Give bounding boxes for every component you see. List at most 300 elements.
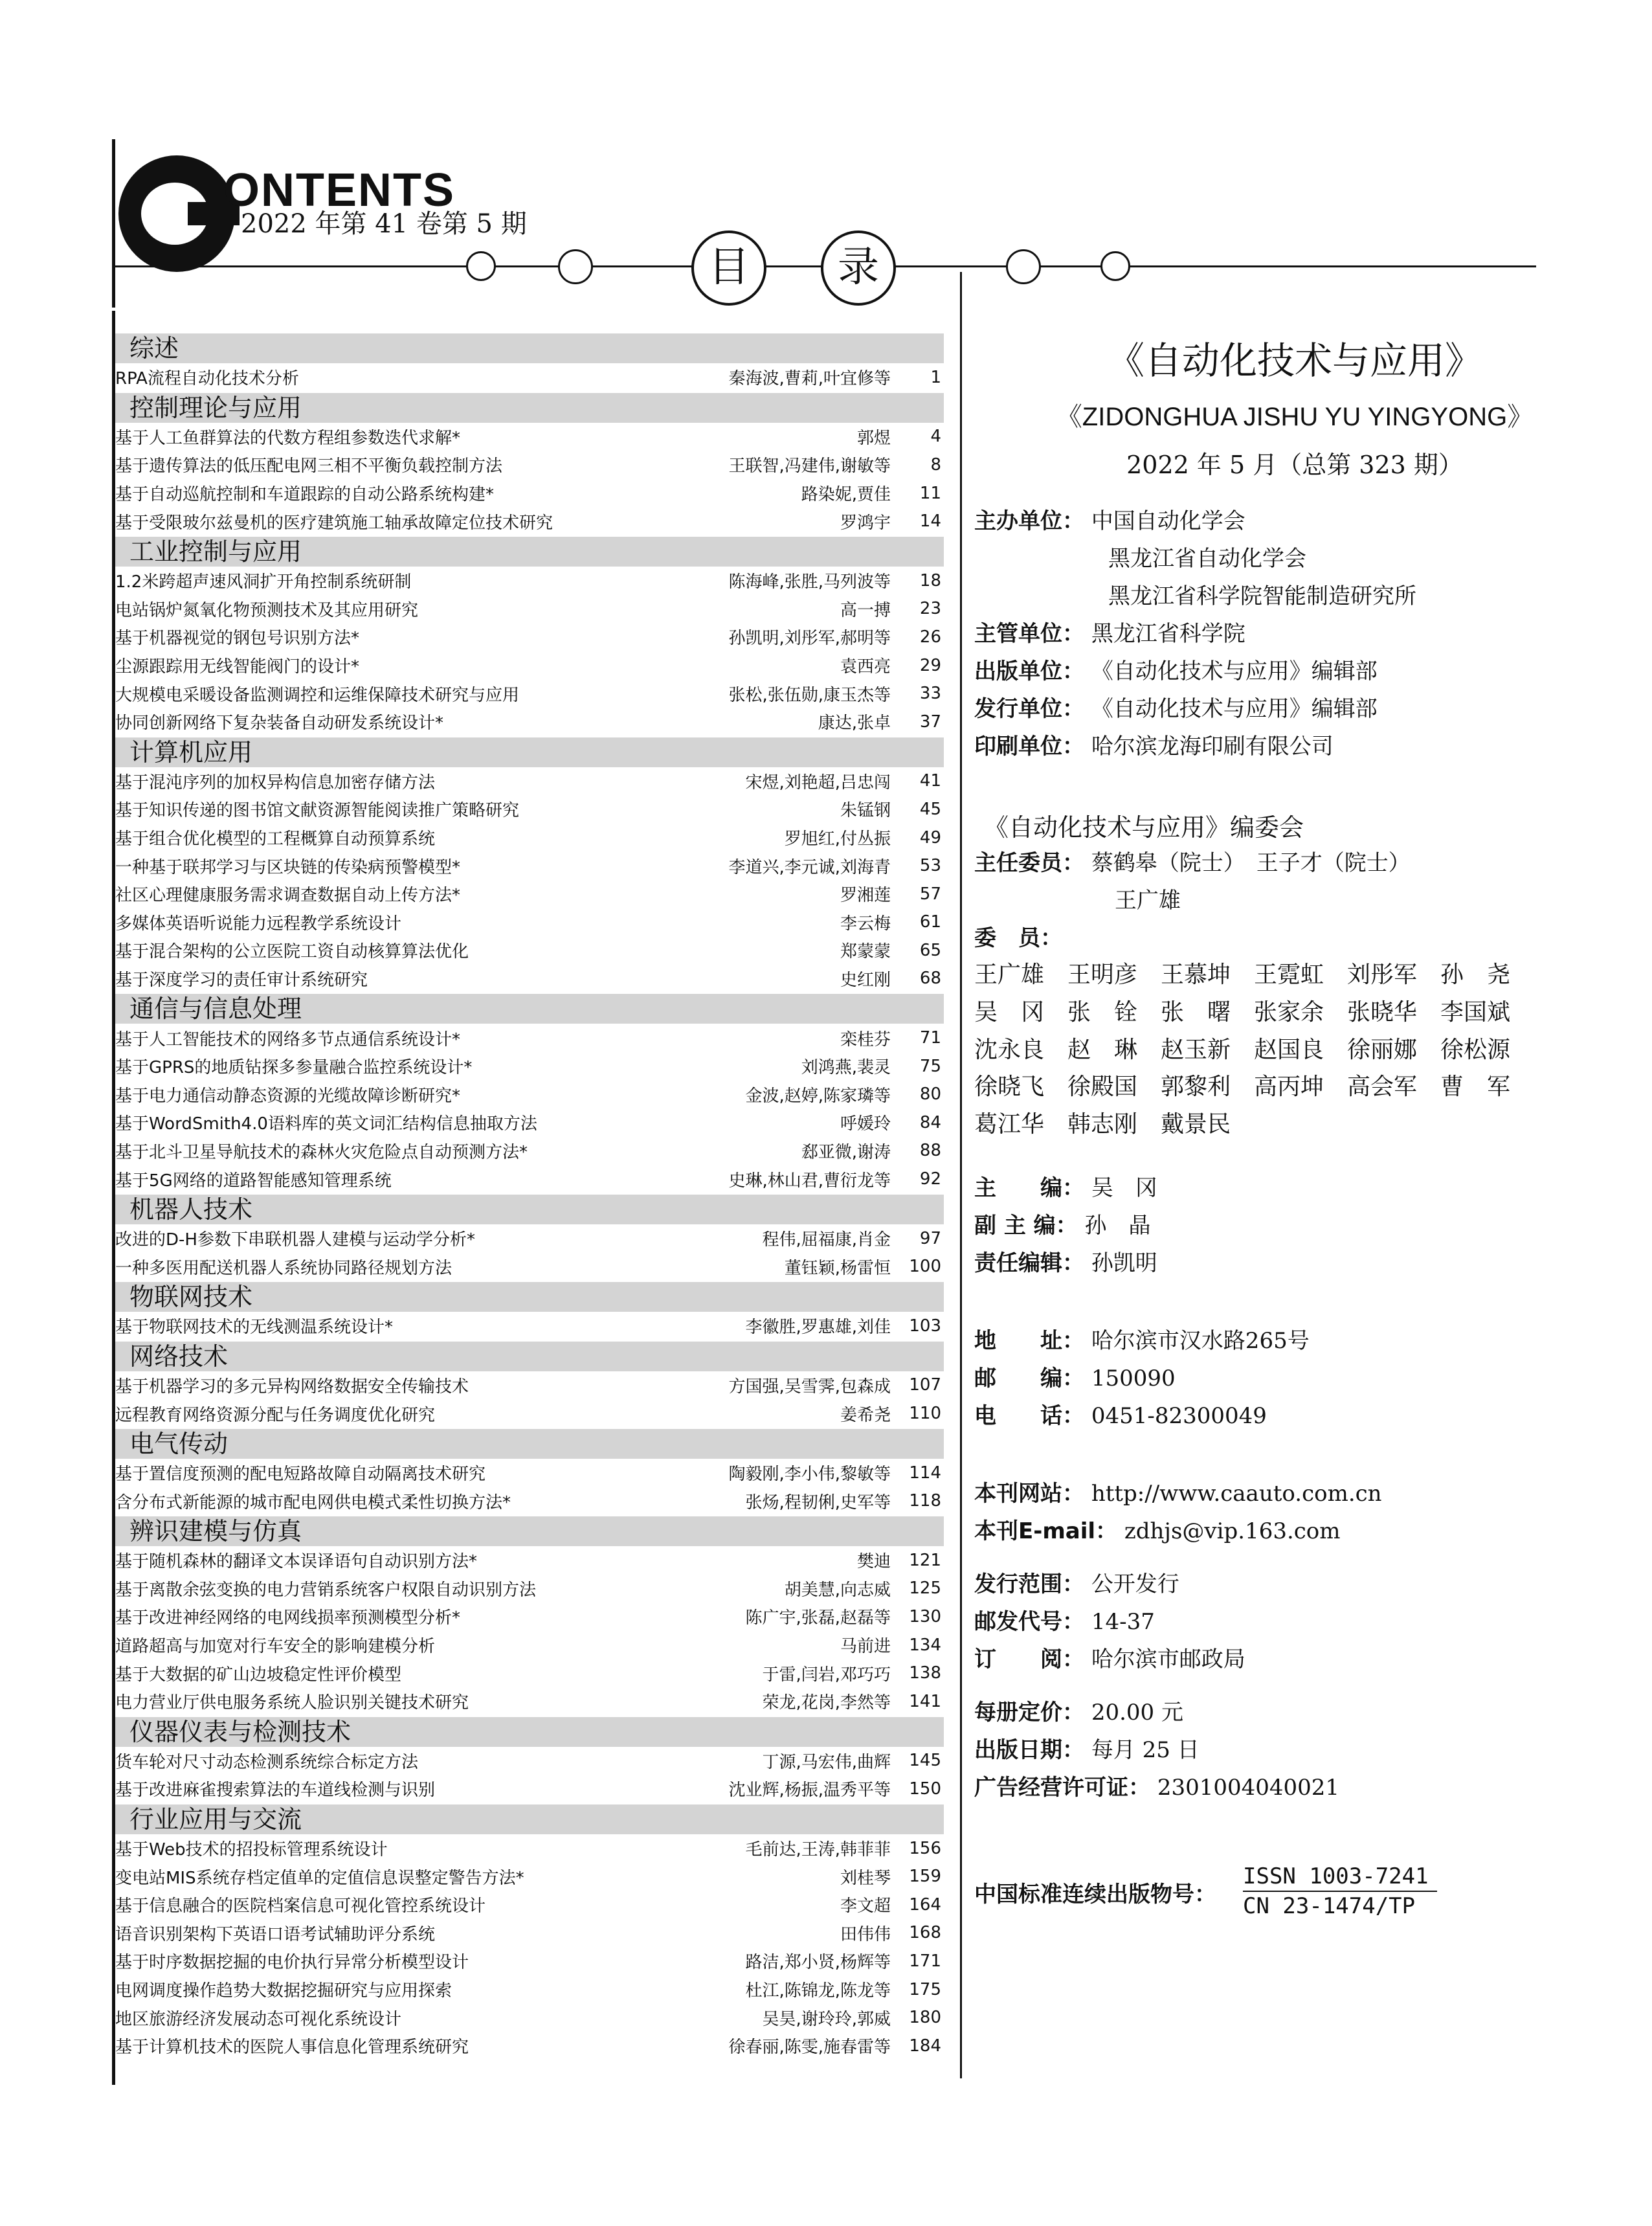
distributor-row (974, 691, 1378, 723)
toc-article-row[interactable] (115, 851, 944, 880)
article-title: 基于时序数据挖掘的电价执行异常分析模型设计 (115, 1953, 469, 1973)
column-divider (960, 272, 962, 2078)
toc-article-row[interactable] (115, 1371, 944, 1400)
toc-article-row[interactable] (115, 1834, 944, 1863)
article-title: 基于随机森林的翻译文本误译语句自动识别方法* (115, 1552, 478, 1572)
toc-article-row[interactable] (115, 795, 944, 824)
toc-section-heading: 计算机应用 (115, 737, 944, 767)
article-title: 尘源跟踪用无线智能阀门的设计* (115, 657, 360, 677)
email-label: 本刊E-mail： (974, 1518, 1118, 1544)
toc-article-row[interactable] (115, 1052, 944, 1081)
sponsor-label: 主办单位： (974, 508, 1084, 534)
members-row-5: 葛江华 韩志刚 戴景民 (974, 1111, 1231, 1138)
toc-article-row[interactable] (115, 936, 944, 965)
article-authors: 袁西亮 (840, 657, 891, 677)
toc-article-row[interactable] (115, 679, 944, 708)
tel-label: 电 话： (974, 1403, 1084, 1429)
article-title: 基于信息融合的医院档案信息可视化管控系统设计 (115, 1896, 486, 1917)
toc-article-row[interactable] (115, 708, 944, 736)
ad-license-label: 广告经营许可证： (974, 1775, 1150, 1801)
publisher-row (974, 653, 1378, 685)
article-page: 71 (919, 1028, 941, 1048)
article-authors: 姜希尧 (840, 1405, 891, 1425)
ad-license-row (974, 1770, 1339, 1801)
article-page: 49 (919, 827, 941, 848)
postcode-value: 14-37 (1091, 1609, 1155, 1635)
toc-section-heading: 综述 (115, 333, 944, 363)
toc-article-row[interactable] (115, 1399, 944, 1428)
article-page: 138 (909, 1663, 941, 1683)
article-title: 基于改进神经网络的电网线损率预测模型分析* (115, 1608, 461, 1628)
article-page: 75 (919, 1056, 941, 1076)
article-page: 121 (909, 1550, 941, 1570)
article-page: 184 (909, 2036, 941, 2056)
toc-article-row[interactable] (115, 1919, 944, 1948)
toc-section-heading: 仪器仪表与检测技术 (115, 1717, 944, 1747)
article-page: 100 (909, 1257, 941, 1277)
toc-article-row[interactable] (115, 1312, 944, 1340)
chair-row (974, 845, 1411, 877)
article-title: 基于离散余弦变换的电力营销系统客户权限自动识别方法 (115, 1580, 537, 1600)
resp-editor-value: 孙凯明 (1091, 1250, 1157, 1276)
toc-article-row[interactable] (115, 1024, 944, 1052)
article-title: 基于组合优化模型的工程概算自动预算系统 (115, 829, 436, 849)
article-title: 基于WordSmith4.0语料库的英文词汇结构信息抽取方法 (115, 1114, 537, 1134)
website-label: 本刊网站： (974, 1481, 1084, 1507)
table-of-contents (115, 332, 944, 2060)
sponsor-3-row (1108, 578, 1416, 610)
article-title: 基于GPRS的地质钻探多参量融合监控系统设计* (115, 1058, 473, 1078)
website-link[interactable]: http://www.caauto.com.cn (1091, 1481, 1382, 1507)
toc-section-heading: 辨识建模与仿真 (115, 1516, 944, 1546)
address-value: 哈尔滨市汉水路265号 (1091, 1328, 1310, 1354)
subscribe-row (974, 1641, 1245, 1673)
article-title: 语音识别架构下英语口语考试辅助评分系统 (115, 1924, 436, 1944)
toc-article-row[interactable] (115, 1137, 944, 1165)
zip-row (974, 1360, 1176, 1392)
article-authors: 秦海波,曹莉,叶宜修等 (728, 369, 891, 389)
article-page: 4 (930, 427, 941, 447)
distributor-value: 《自动化技术与应用》编辑部 (1091, 696, 1378, 722)
article-page: 61 (919, 912, 941, 932)
article-title: 多媒体英语听说能力远程教学系统设计 (115, 914, 402, 934)
article-authors: 罗湘莲 (840, 886, 891, 906)
article-authors: 丁源,马宏伟,曲辉 (762, 1752, 891, 1772)
toc-article-row[interactable] (115, 1687, 944, 1716)
editor-value: 吴 冈 (1091, 1175, 1157, 1201)
toc-article-row[interactable] (115, 363, 944, 392)
article-authors: 杜江,陈锦龙,陈龙等 (745, 1981, 891, 2001)
deputy-row (974, 1208, 1151, 1239)
toc-article-row[interactable] (115, 1891, 944, 1919)
toc-article-row[interactable] (115, 507, 944, 535)
toc-article-row[interactable] (115, 1459, 944, 1487)
tel-row (974, 1398, 1267, 1430)
toc-section-heading: 行业应用与交流 (115, 1804, 944, 1834)
chair-line-1: 蔡鹤皋（院士） 王子才（院士） (1091, 850, 1411, 876)
toc-article-row[interactable] (115, 595, 944, 624)
toc-article-row[interactable] (115, 1602, 944, 1631)
article-page: 29 (919, 655, 941, 675)
article-page: 57 (919, 884, 941, 904)
sponsor-1: 中国自动化学会 (1091, 508, 1245, 534)
members-label: 委 员： (974, 925, 1062, 951)
article-authors: 史红刚 (840, 970, 891, 990)
toc-article-row[interactable] (115, 623, 944, 651)
article-title: 基于5G网络的道路智能感知管理系统 (115, 1171, 392, 1191)
article-authors: 方国强,吴雪霁,包森成 (728, 1377, 891, 1397)
article-authors: 宋煜,刘艳超,吕忠闯 (745, 772, 891, 793)
resp-editor-row (974, 1245, 1157, 1277)
article-page: 88 (919, 1141, 941, 1161)
toc-article-row[interactable] (115, 423, 944, 451)
article-page: 164 (909, 1894, 941, 1915)
toc-article-row[interactable] (115, 567, 944, 595)
members-row-2: 吴 冈 张 铨 张 曙 张家余 张晓华 李国斌 (974, 999, 1511, 1026)
issn-cn-block (1243, 1863, 1437, 1919)
toc-article-row[interactable] (115, 1659, 944, 1687)
article-authors: 栾桂芬 (840, 1029, 891, 1050)
article-page: 130 (909, 1606, 941, 1626)
publisher-value: 《自动化技术与应用》编辑部 (1091, 658, 1378, 684)
article-authors: 董钰颖,杨雷恒 (784, 1258, 891, 1278)
article-authors: 樊迪 (856, 1552, 891, 1572)
article-title: 变电站MIS系统存档定值单的定值信息误整定警告方法* (115, 1868, 524, 1888)
article-authors: 田伟伟 (840, 1924, 891, 1944)
zip-value: 150090 (1091, 1366, 1176, 1391)
article-page: 118 (909, 1491, 941, 1511)
article-authors: 李徽胜,罗惠雄,刘佳 (745, 1318, 891, 1338)
article-title: 社区心理健康服务需求调查数据自动上传方法* (115, 886, 461, 906)
article-authors: 刘鸿燕,裴灵 (801, 1058, 891, 1078)
article-authors: 高一搏 (840, 600, 891, 620)
issue-line: 2022 年第 41 卷第 5 期 (241, 209, 527, 239)
toc-article-row[interactable] (115, 1165, 944, 1193)
article-title: 改进的D-H参数下串联机器人建模与运动学分析* (115, 1230, 475, 1250)
toc-section-heading: 控制理论与应用 (115, 393, 944, 423)
toc-article-row[interactable] (115, 1575, 944, 1603)
article-authors: 陈广宇,张磊,赵磊等 (745, 1608, 891, 1628)
printer-row (974, 728, 1334, 760)
serial-label: 中国标准连续出版物号： (974, 1882, 1216, 1907)
toc-section-heading: 机器人技术 (115, 1195, 944, 1224)
board-title: 《自动化技术与应用》编委会 (984, 813, 1304, 842)
article-authors: 郄亚微,谢涛 (801, 1142, 891, 1162)
pubdate-label: 出版日期： (974, 1737, 1084, 1763)
article-title: 基于置信度预测的配电短路故障自动隔离技术研究 (115, 1465, 486, 1485)
article-authors: 马前进 (840, 1637, 891, 1657)
sponsor-3: 黑龙江省科学院智能制造研究所 (1108, 583, 1416, 609)
article-authors: 王联智,冯建伟,谢敏等 (728, 456, 891, 477)
printer-value: 哈尔滨龙海印刷有限公司 (1091, 734, 1334, 759)
deputy-value: 孙 晶 (1084, 1213, 1151, 1239)
article-title: 基于混沌序列的加权异构信息加密存储方法 (115, 772, 436, 793)
article-title: 协同创新网络下复杂装备自动研发系统设计* (115, 714, 444, 734)
distributor-label: 发行单位： (974, 696, 1084, 722)
article-authors: 李云梅 (840, 914, 891, 934)
article-page: 45 (919, 799, 941, 819)
article-page: 180 (909, 2008, 941, 2028)
resp-editor-label: 责任编辑： (974, 1250, 1084, 1276)
article-authors: 金波,赵婷,陈家璘等 (745, 1086, 891, 1106)
toc-article-row[interactable] (115, 2032, 944, 2060)
article-authors: 陶毅刚,李小伟,黎敏等 (728, 1465, 891, 1485)
article-title: 大规模电采暖设备监测调控和运维保障技术研究与应用 (115, 685, 520, 705)
toc-article-row[interactable] (115, 1631, 944, 1659)
article-authors: 吴昊,谢玲玲,郭威 (762, 2009, 891, 2029)
article-authors: 罗旭红,付丛振 (784, 829, 891, 849)
toc-article-row[interactable] (115, 451, 944, 479)
address-label: 地 址： (974, 1328, 1084, 1354)
issn-divider (1243, 1891, 1437, 1892)
article-authors: 沈业辉,杨振,温秀平等 (728, 1781, 891, 1801)
article-title: 电站锅炉氮氧化物预测技术及其应用研究 (115, 600, 419, 620)
toc-article-row[interactable] (115, 880, 944, 908)
article-authors: 史琳,林山君,曹衍龙等 (728, 1171, 891, 1191)
toc-article-row[interactable] (115, 1862, 944, 1891)
postcode-row (974, 1604, 1155, 1636)
article-page: 168 (909, 1923, 941, 1943)
toc-section-heading: 工业控制与应用 (115, 537, 944, 567)
email-link[interactable]: zdhjs@vip.163.com (1124, 1518, 1341, 1544)
article-title: 基于知识传递的图书馆文献资源智能阅读推广策略研究 (115, 801, 520, 821)
article-authors: 李文超 (840, 1896, 891, 1917)
toc-section-heading: 通信与信息处理 (115, 994, 944, 1024)
article-title: 货车轮对尺寸动态检测系统综合标定方法 (115, 1752, 419, 1772)
article-authors: 李道兴,李元诚,刘海青 (728, 857, 891, 877)
header-vertical-rule (112, 139, 115, 308)
toc-article-row[interactable] (115, 1080, 944, 1108)
article-page: 11 (919, 483, 941, 503)
article-title: 基于电力通信动静态资源的光缆故障诊断研究* (115, 1086, 461, 1106)
header (0, 0, 1652, 311)
article-title: 远程教育网络资源分配与任务调度优化研究 (115, 1405, 436, 1425)
toc-article-row[interactable] (115, 1487, 944, 1515)
journal-pinyin: 《ZIDONGHUA JISHU YU YINGYONG》 (1056, 403, 1534, 431)
article-title: 地区旅游经济发展动态可视化系统设计 (115, 2009, 402, 2029)
supervisor-row (974, 616, 1245, 647)
postcode-label: 邮发代号： (974, 1609, 1084, 1635)
pubdate-value: 每月 25 日 (1091, 1737, 1200, 1763)
article-title: 一种多医用配送机器人系统协同路径规划方法 (115, 1258, 452, 1278)
toc-article-row[interactable] (115, 1108, 944, 1137)
article-page: 92 (919, 1169, 941, 1189)
toc-section-heading: 物联网技术 (115, 1282, 944, 1312)
toc-section-heading: 电气传动 (115, 1429, 944, 1459)
journal-issue: 2022 年 5 月（总第 323 期） (1126, 451, 1463, 479)
toc-article-row[interactable] (115, 1747, 944, 1775)
toc-section-heading: 网络技术 (115, 1342, 944, 1371)
article-page: 33 (919, 684, 941, 704)
article-title: 基于遗传算法的低压配电网三相不平衡负载控制方法 (115, 456, 503, 477)
article-page: 80 (919, 1085, 941, 1105)
scope-row (974, 1566, 1179, 1598)
serial-row (974, 1876, 1216, 1908)
members-row-3: 沈永良 赵 琳 赵玉新 赵国良 徐丽娜 徐松源 (974, 1037, 1511, 1063)
article-title: RPA流程自动化技术分析 (115, 369, 299, 389)
article-page: 107 (909, 1375, 941, 1395)
article-title: 一种基于联邦学习与区块链的传染病预警模型* (115, 857, 461, 877)
article-page: 68 (919, 969, 941, 989)
article-authors: 郑蒙蒙 (840, 942, 891, 962)
article-authors: 陈海峰,张胜,马列波等 (728, 572, 891, 592)
article-title: 基于自动巡航控制和车道跟踪的自动公路系统构建* (115, 485, 495, 505)
editor-row (974, 1170, 1157, 1202)
price-value: 20.00 元 (1091, 1700, 1183, 1726)
members-row-4: 徐晓飞 徐殿国 郭黎利 高丙坤 高会军 曹 军 (974, 1074, 1511, 1100)
toc-article-row[interactable] (115, 767, 944, 796)
article-authors: 郭煜 (856, 428, 891, 448)
email-row (974, 1513, 1341, 1545)
deputy-label: 副 主 编： (974, 1213, 1078, 1239)
journal-title: 《自动化技术与应用》 (1106, 339, 1482, 383)
address-row (974, 1323, 1310, 1355)
article-title: 基于改进麻雀搜索算法的车道线检测与识别 (115, 1781, 436, 1801)
toc-article-row[interactable] (115, 908, 944, 937)
article-title: 基于北斗卫星导航技术的森林火灾危险点自动预测方法* (115, 1142, 528, 1162)
article-page: 171 (909, 1951, 941, 1971)
toc-article-row[interactable] (115, 824, 944, 852)
toc-article-row[interactable] (115, 651, 944, 680)
article-page: 141 (909, 1691, 941, 1711)
article-authors: 孙凯明,刘彤军,郝明等 (728, 629, 891, 649)
article-authors: 荣龙,花岗,李然等 (762, 1693, 891, 1713)
scope-value: 公开发行 (1091, 1571, 1179, 1597)
article-page: 145 (909, 1751, 941, 1771)
article-authors: 毛前达,王涛,韩菲菲 (745, 1840, 891, 1860)
article-authors: 路洁,郑小贤,杨辉等 (745, 1953, 891, 1973)
article-authors: 呼媛玲 (840, 1114, 891, 1134)
article-page: 37 (919, 712, 941, 732)
price-row (974, 1694, 1183, 1726)
toc-article-row[interactable] (115, 1947, 944, 1975)
toc-article-row[interactable] (115, 1252, 944, 1281)
article-title: 基于人工鱼群算法的代数方程组参数迭代求解* (115, 428, 461, 448)
decor-ring-1 (466, 251, 496, 281)
article-authors: 程伟,屈福康,肖金 (762, 1230, 891, 1250)
toc-article-row[interactable] (115, 1224, 944, 1253)
supervisor-label: 主管单位： (974, 621, 1084, 647)
scope-label: 发行范围： (974, 1571, 1084, 1597)
sponsor-block (974, 503, 1245, 535)
article-title: 基于机器学习的多元异构网络数据安全传输技术 (115, 1377, 469, 1397)
article-title: 含分布式新能源的城市配电网供电模式柔性切换方法* (115, 1492, 511, 1512)
mu-circle: 目 (691, 230, 766, 306)
article-title: 基于受限玻尔兹曼机的医疗建筑施工轴承故障定位技术研究 (115, 513, 553, 533)
chair-label: 主任委员： (974, 850, 1084, 876)
article-page: 156 (909, 1838, 941, 1858)
article-title: 道路超高与加宽对行车安全的影响建模分析 (115, 1637, 436, 1657)
article-title: 基于物联网技术的无线测温系统设计* (115, 1318, 394, 1338)
article-authors: 朱锰钢 (840, 801, 891, 821)
contents-title: ONTENTS (223, 164, 456, 216)
zip-label: 邮 编： (974, 1366, 1084, 1391)
article-page: 97 (919, 1228, 941, 1248)
toc-article-row[interactable] (115, 1546, 944, 1575)
article-authors: 徐春丽,陈雯,施春雷等 (728, 2038, 891, 2058)
masthead (971, 324, 1618, 480)
article-page: 84 (919, 1112, 941, 1132)
article-title: 基于机器视觉的钢包号识别方法* (115, 629, 360, 649)
article-authors: 于雷,闫岩,邓巧巧 (762, 1665, 891, 1685)
article-page: 125 (909, 1579, 941, 1599)
article-page: 8 (930, 455, 941, 475)
article-page: 159 (909, 1867, 941, 1887)
article-authors: 康达,张卓 (818, 714, 891, 734)
article-page: 14 (919, 512, 941, 532)
article-page: 150 (909, 1779, 941, 1799)
supervisor-value: 黑龙江省科学院 (1091, 621, 1245, 647)
article-title: 基于混合架构的公立医院工资自动核算算法优化 (115, 942, 469, 962)
article-page: 53 (919, 856, 941, 876)
article-page: 1 (930, 367, 941, 387)
article-title: 电网调度操作趋势大数据挖掘研究与应用探索 (115, 1981, 452, 2001)
article-page: 65 (919, 940, 941, 960)
article-title: 电力营业厅供电服务系统人脸识别关键技术研究 (115, 1693, 469, 1713)
article-title: 基于深度学习的责任审计系统研究 (115, 970, 368, 990)
issn-value: ISSN 1003-7241 (1243, 1863, 1429, 1889)
publisher-label: 出版单位： (974, 658, 1084, 684)
toc-article-row[interactable] (115, 965, 944, 993)
article-authors: 张松,张伍勋,康玉杰等 (728, 685, 891, 705)
toc-article-row[interactable] (115, 2003, 944, 2032)
subscribe-label: 订 阅： (974, 1647, 1084, 1672)
article-title: 1.2米跨超声速风洞扩开角控制系统研制 (115, 572, 412, 592)
chair-line-2: 王广雄 (1115, 888, 1181, 914)
lu-circle: 录 (821, 230, 896, 306)
article-title: 基于人工智能技术的网络多节点通信系统设计* (115, 1029, 461, 1050)
article-authors: 路染妮,贾佳 (801, 485, 891, 505)
tel-value: 0451-82300049 (1091, 1403, 1267, 1429)
article-authors: 罗鸿宇 (840, 513, 891, 533)
sponsor-2: 黑龙江省自动化学会 (1108, 546, 1306, 572)
article-page: 114 (909, 1463, 941, 1483)
ad-license-value: 2301004040021 (1157, 1775, 1340, 1801)
article-page: 175 (909, 1979, 941, 1999)
article-title: 基于大数据的矿山边坡稳定性评价模型 (115, 1665, 402, 1685)
article-authors: 胡美慧,向志威 (784, 1580, 891, 1600)
article-title: 基于Web技术的招投标管理系统设计 (115, 1840, 388, 1860)
printer-label: 印刷单位： (974, 734, 1084, 759)
website-row (974, 1476, 1382, 1507)
article-page: 41 (919, 771, 941, 791)
toc-article-row[interactable] (115, 1775, 944, 1803)
subscribe-value: 哈尔滨市邮政局 (1091, 1647, 1245, 1672)
members-row-1: 王广雄 王明彦 王慕坤 王霓虹 刘彤军 孙 尧 (974, 961, 1511, 988)
article-authors: 刘桂琴 (840, 1868, 891, 1888)
article-page: 103 (909, 1316, 941, 1336)
decor-ring-3 (1006, 249, 1041, 284)
decor-ring-4 (1100, 251, 1130, 281)
article-title: 基于计算机技术的医院人事信息化管理系统研究 (115, 2038, 469, 2058)
sponsor-2-row (1108, 541, 1306, 572)
price-label: 每册定价： (974, 1700, 1084, 1726)
toc-article-row[interactable] (115, 1975, 944, 2004)
article-page: 110 (909, 1404, 941, 1424)
decor-ring-2 (558, 249, 593, 284)
article-authors: 张炀,程韧俐,史军等 (745, 1492, 891, 1512)
editor-label: 主 编： (974, 1175, 1084, 1201)
article-page: 18 (919, 570, 941, 590)
pubdate-row (974, 1732, 1200, 1764)
article-page: 26 (919, 627, 941, 647)
article-page: 134 (909, 1635, 941, 1655)
article-page: 23 (919, 599, 941, 619)
members-label-row (974, 920, 1062, 952)
cn-value: CN 23-1474/TP (1243, 1893, 1416, 1919)
chair-line-2-row (1115, 883, 1181, 914)
toc-article-row[interactable] (115, 479, 944, 508)
